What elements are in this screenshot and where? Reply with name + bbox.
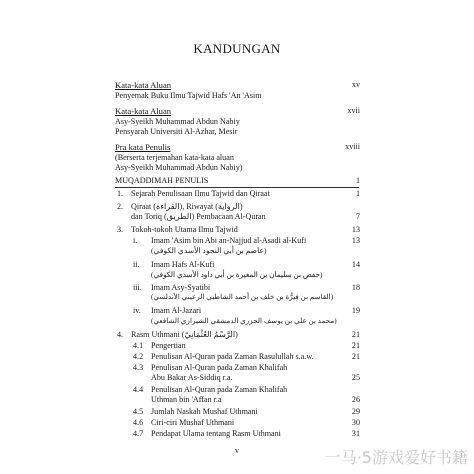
tokoh-2-arabic: (حفص بن سليمان بن المغيرة بن أبي داود الأسدي الكوفي) (151, 270, 323, 279)
sub-4-5-page: 29 (351, 407, 360, 416)
item-3-num: 3. (117, 225, 124, 234)
item-4-text: Rasm Uthmani (الرَّسْمُ العُثْمَانِيّ) (131, 330, 238, 339)
item-2-num: 2. (117, 202, 124, 211)
sub-4-6-text: Ciri-ciri Mushaf Uthmani (151, 418, 235, 427)
item-2-text-cont: dan Toriq (الطريق) Pembacaan Al-Quran (131, 212, 266, 221)
sub-4-1-page: 21 (351, 341, 360, 350)
item-4-num: 4. (117, 330, 124, 339)
front-heading-3: Pra kata Penulis (115, 142, 171, 152)
sub-4-5-text: Jumlah Naskah Mushaf Uthmani (151, 407, 258, 416)
tokoh-1-num: i. (133, 236, 138, 245)
section-rule (115, 187, 359, 188)
front-heading-2: Kata-kata Aluan (115, 106, 172, 116)
front-line-3-1: (Berserta terjemahan kata-kata aluan (115, 153, 234, 162)
watermark: 一马·5游戏爱好书籍 (324, 448, 468, 467)
footer-page-number: v (235, 446, 239, 455)
sub-4-3-text: Penulisan Al-Quran pada Zaman Khalifah (151, 363, 288, 372)
sub-4-6-num: 4.6 (133, 418, 144, 427)
item-3-page: 13 (351, 225, 360, 234)
tokoh-3-num: iii. (133, 283, 142, 292)
sub-4-2-text: Penulisan Al-Quran pada Zaman Rasulullah s.a.w. (151, 352, 314, 361)
sub-4-4-text: Penulisan Al-Quran pada Zaman Khalifah (151, 385, 288, 394)
item-4-page: 21 (351, 330, 360, 339)
muqaddimah-page: 1 (355, 176, 360, 185)
sub-4-4-text-cont: Uthman bin 'Affan r.a (151, 395, 222, 404)
sub-4-6-page: 30 (351, 418, 360, 427)
front-page-1: xv (351, 80, 360, 89)
tokoh-1-arabic: (عاصم بن أبي النجود الأسدي الكوفي) (151, 246, 267, 255)
sub-4-2-num: 4.2 (133, 352, 144, 361)
front-page-2: xvii (347, 106, 360, 115)
tokoh-4-page: 19 (351, 306, 360, 315)
page-title: KANDUNGAN (193, 41, 281, 56)
tokoh-3-arabic: (القاسم بن فِيرُّة بن خلف بن أحمد الشاطبي الرعيني الأندلسي) (151, 293, 334, 301)
tokoh-4-name: Imam Al-Jazari (151, 306, 202, 315)
item-2-page: 7 (355, 212, 360, 221)
sub-4-7-page: 31 (351, 429, 360, 438)
tokoh-4-arabic: (محمد بن علي بن يوسف الجزري الدمشقي الشيرازي الشافعي) (151, 317, 337, 325)
front-line-2-2: Pensyarah Universiti Al-Azhar, Mesir (115, 127, 238, 136)
tokoh-1-page: 13 (351, 236, 360, 245)
sub-4-4-num: 4.4 (133, 385, 144, 394)
front-page-3: xviii (345, 142, 360, 151)
sub-4-1-text: Pengertian (151, 341, 186, 350)
item-1-page: 1 (355, 189, 360, 198)
tokoh-3-name: Imam Asy-Syatibi (151, 283, 211, 292)
tokoh-3-page: 18 (351, 283, 360, 292)
item-3-text: Tokoh-tokoh Utama Ilmu Tajwid (131, 225, 238, 234)
item-2-text: Qiraat (القراءة), Riwayat (الرواية) (131, 202, 243, 211)
sub-4-7-text: Pendapat Ulama tentang Rasm Uthmani (151, 429, 281, 438)
sub-4-3-text-cont: Abu Bakar As-Siddiq r.a. (151, 373, 233, 382)
item-1-num: 1. (117, 189, 124, 198)
sub-4-3-page: 25 (351, 373, 360, 382)
sub-4-1-num: 4.1 (133, 341, 144, 350)
front-line-2-1: Asy-Syeikh Muhammad Abdun Nabiy (115, 117, 240, 126)
item-1-text: Sejarah Penulisaan Ilmu Tajwid dan Qiraat (131, 189, 270, 198)
tokoh-1-name: Imam 'Asim bin Abi an-Najjud al-Asadi al-Kufi (151, 236, 307, 245)
tokoh-2-num: ii. (133, 260, 140, 269)
front-line-1-1: Penyemak Buku Ilmu Tajwid Hafs 'An 'Asim (115, 91, 262, 100)
sub-4-3-num: 4.3 (133, 363, 144, 372)
sub-4-7-num: 4.7 (133, 429, 144, 438)
front-line-3-2: Asy-Syeikh Muhammad Abdun Nabiy) (115, 163, 243, 172)
sub-4-2-page: 21 (351, 352, 360, 361)
muqaddimah-heading: MUQADDIMAH PENULIS (115, 176, 209, 185)
tokoh-4-num: iv. (133, 306, 141, 315)
sub-4-5-num: 4.5 (133, 407, 144, 416)
tokoh-2-name: Imam Hafs Al-Kufi (151, 260, 215, 269)
sub-4-4-page: 26 (351, 395, 360, 404)
tokoh-2-page: 14 (351, 260, 360, 269)
front-heading-1: Kata-kata Aluan (115, 80, 172, 90)
